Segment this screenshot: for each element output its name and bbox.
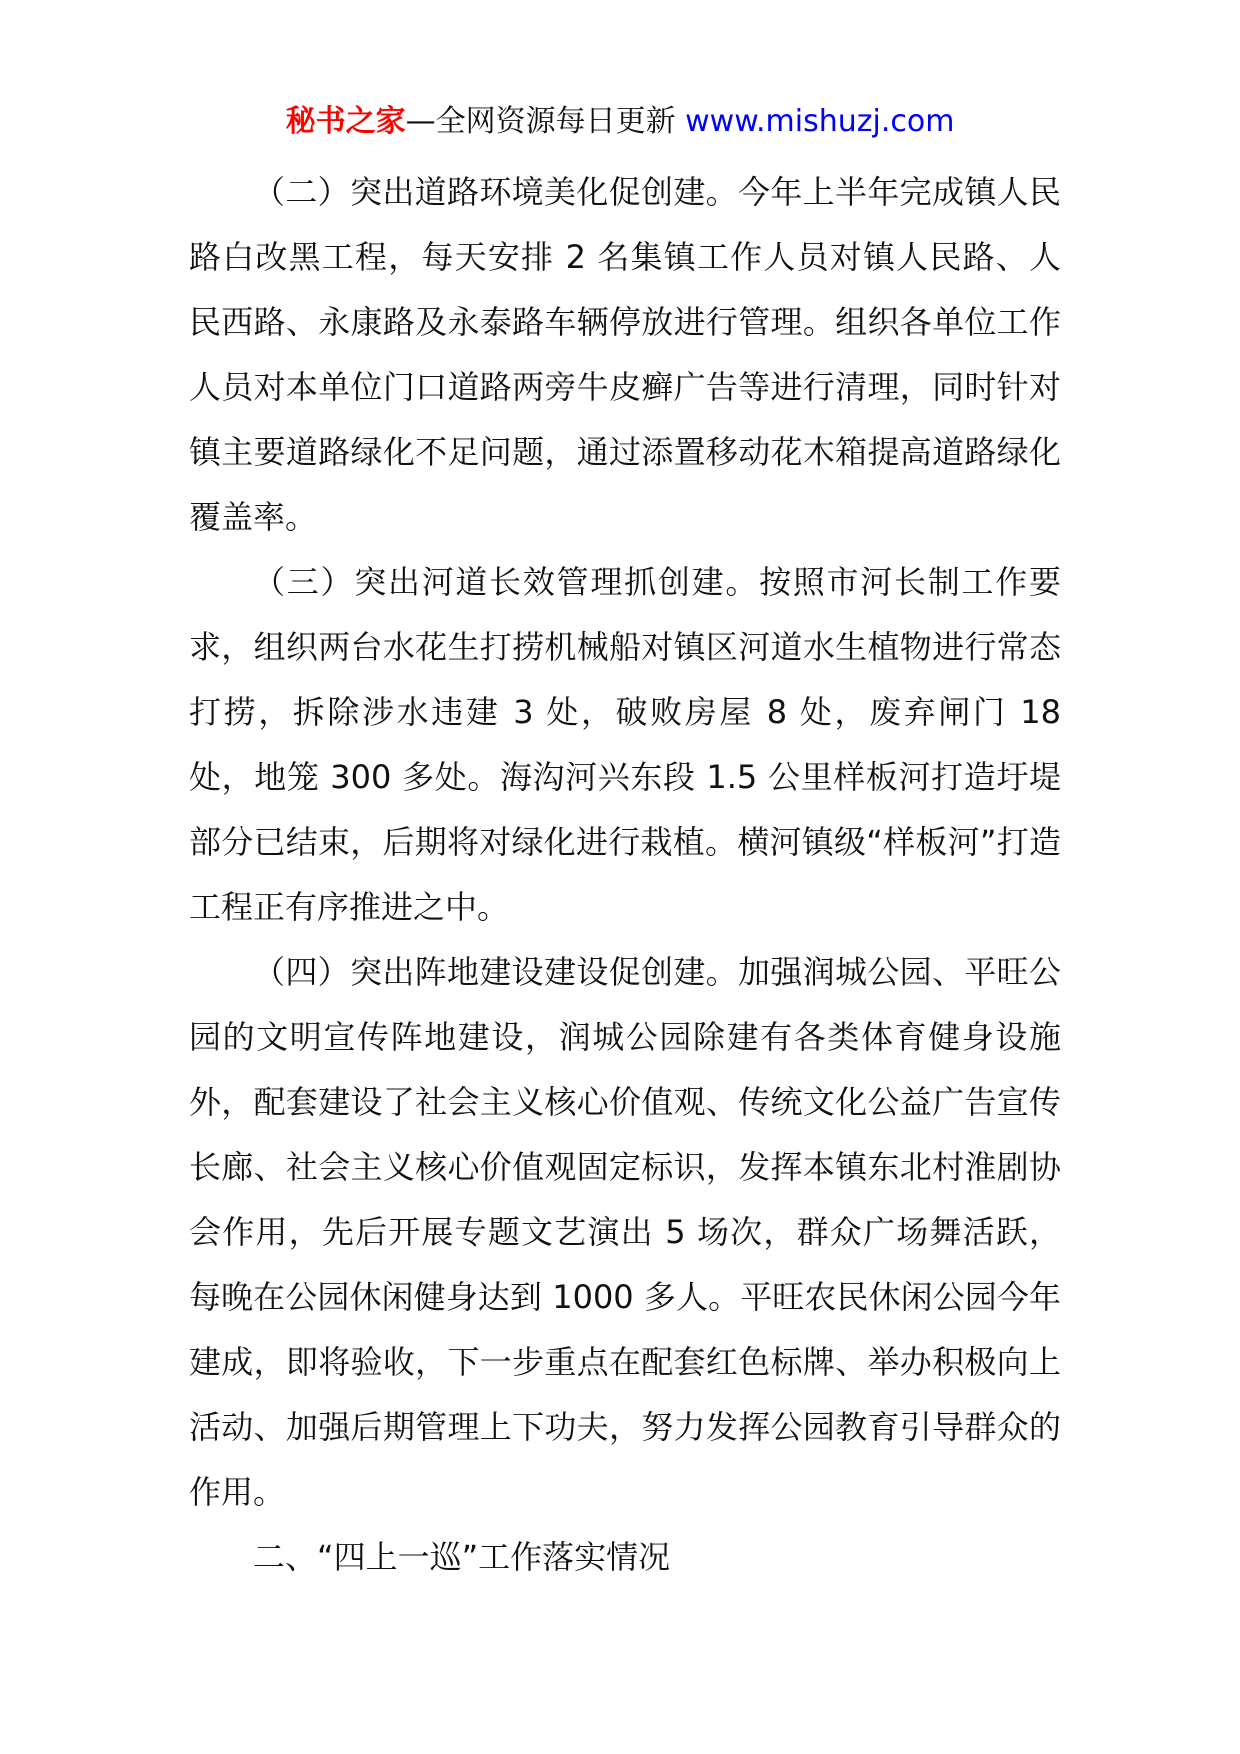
site-name: 秘书之家 — [285, 104, 406, 139]
paragraph-river-management: （三）突出河道长效管理抓创建。按照市河长制工作要求，组织两台水花生打捞机械船对镇区河道水生植物进行常态打捞，拆除涉水违建 3 处，破败房屋 8 处，废弃闸门 18 处，地笼 300 多处。海沟河兴东段 1.5 公里样板河打造圩堤部分已结束，后期将对绿化进行栽植。横河镇级“样板河”打造工程正有序推进之中。 — [189, 563, 1061, 926]
section-heading-four-up-one-patrol: 二、“四上一巡”工作落实情况 — [253, 1538, 671, 1576]
paragraph-road-environment: （二）突出道路环境美化促创建。今年上半年完成镇人民路白改黑工程，每天安排 2 名集镇工作人员对镇人民路、人民西路、永康路及永泰路车辆停放进行管理。组织各单位工作人员对本单位门口道路两旁牛皮癣广告等进行清理，同时针对镇主要道路绿化不足问题，通过添置移动花木箱提高道路绿化覆盖率。 — [189, 173, 1061, 536]
site-url[interactable]: www.mishuzj.com — [685, 104, 955, 139]
page-header — [0, 102, 1240, 142]
site-tagline: —全网资源每日更新 — [405, 104, 686, 139]
paragraph-position-construction: （四）突出阵地建设建设促创建。加强润城公园、平旺公园的文明宣传阵地建设，润城公园除建有各类体育健身设施外，配套建设了社会主义核心价值观、传统文化公益广告宣传长廊、社会主义核心价值观固定标识，发挥本镇东北村淮剧协会作用，先后开展专题文艺演出 5 场次，群众广场舞活跃，每晚在公园休闲健身达到 1000 多人。平旺农民休闲公园今年建成，即将验收，下一步重点在配套红色标牌、举办积极向上活动、加强后期管理上下功夫，努力发挥公园教育引导群众的作用。 — [189, 953, 1061, 1511]
document-body — [189, 160, 1061, 1590]
